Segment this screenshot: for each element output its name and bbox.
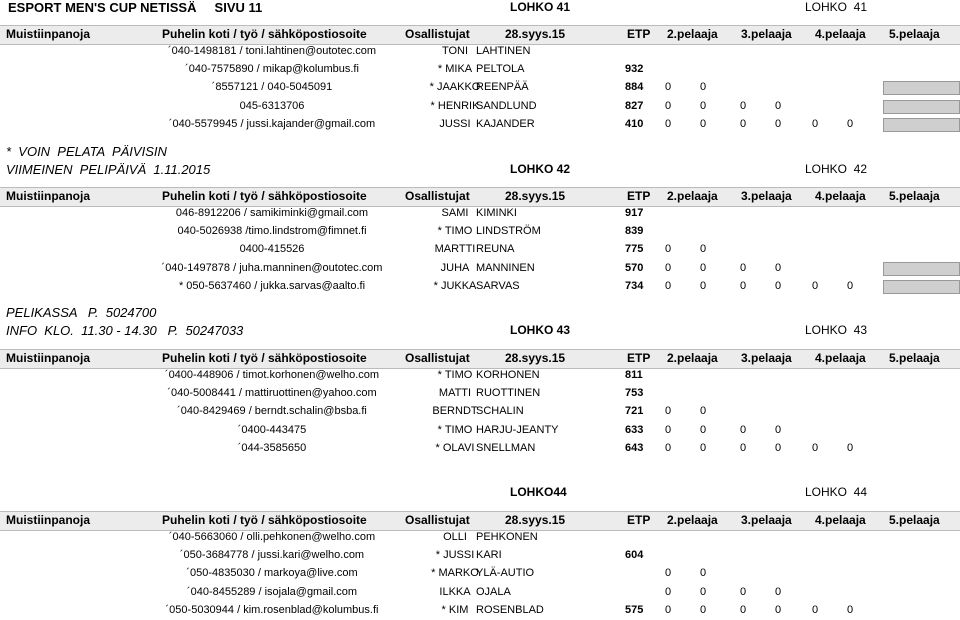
etp-value: 604 — [625, 549, 644, 562]
column-header: 3.pelaaja — [741, 351, 792, 365]
player-score: 0 — [740, 117, 747, 130]
participant-first-name: * TIMO — [437, 369, 473, 381]
table-row — [0, 584, 960, 602]
column-header: 5.pelaaja — [889, 27, 940, 41]
column-header: 4.pelaaja — [815, 189, 866, 203]
participant-first-name: * JAAKKO — [429, 81, 481, 94]
etp-value: 734 — [625, 279, 644, 292]
column-header: 2.pelaaja — [667, 351, 718, 365]
player-score: 0 — [700, 405, 707, 418]
participant-last-name: OJALA — [476, 585, 511, 598]
contact-info: ´0400-443475 — [237, 423, 307, 436]
participant-last-name: REENPÄÄ — [476, 81, 529, 94]
lohko-label: LOHKO 42 — [510, 162, 571, 176]
header-row — [0, 25, 960, 45]
player-score: 0 — [775, 279, 782, 292]
participant-last-name: SCHALIN — [476, 405, 524, 418]
contact-info: ´040-1498181 / toni.lahtinen@outotec.com — [167, 45, 377, 57]
column-header: 4.pelaaja — [815, 351, 866, 365]
column-header: Puhelin koti / työ / sähköpostiosoite — [162, 351, 367, 365]
column-header: 28.syys.15 — [505, 351, 566, 365]
table-row — [0, 385, 960, 403]
column-header: Puhelin koti / työ / sähköpostiosoite — [162, 27, 367, 41]
player-score: 0 — [740, 279, 747, 292]
participant-last-name: RUOTTINEN — [476, 387, 541, 400]
player-score: 0 — [700, 99, 707, 112]
column-header: Muistiinpanoja — [6, 27, 90, 41]
table-row — [0, 565, 960, 583]
header-row — [0, 511, 960, 531]
participant-last-name: SANDLUND — [476, 99, 537, 112]
player-score: 0 — [700, 441, 707, 454]
column-header: 2.pelaaja — [667, 189, 718, 203]
player-score: 0 — [775, 99, 782, 112]
etp-value: 633 — [625, 423, 644, 436]
player-score: 0 — [740, 423, 747, 436]
participant-first-name: * TIMO — [437, 423, 473, 436]
column-header: ETP — [627, 27, 651, 41]
contact-info: ´040-8429469 / berndt.schalin@bsba.fi — [177, 405, 367, 418]
column-header: 28.syys.15 — [505, 27, 566, 41]
player-score: 0 — [665, 117, 672, 130]
player-score: 0 — [740, 99, 747, 112]
table-row — [0, 79, 960, 97]
empty-slot-box — [883, 81, 960, 95]
table-row — [0, 43, 960, 61]
participant-first-name: * MIKA — [437, 63, 473, 76]
column-header: Muistiinpanoja — [6, 351, 90, 365]
player-score: 0 — [812, 603, 819, 616]
participant-last-name: HARJU-JEANTY — [476, 423, 559, 436]
table-row — [0, 223, 960, 241]
lohko-label: LOHKO 43 — [510, 323, 571, 337]
contact-info: ´040-8455289 / isojala@gmail.com — [186, 585, 358, 598]
participant-last-name: SARVAS — [476, 279, 520, 292]
note-info: INFO KLO. 11.30 - 14.30 P. 50247033 — [6, 323, 244, 338]
participant-last-name: PEHKONEN — [476, 531, 538, 543]
header-row — [0, 187, 960, 207]
column-header: ETP — [627, 513, 651, 527]
contact-info: ´040-5579945 / jussi.kajander@gmail.com — [168, 117, 376, 130]
table-row — [0, 241, 960, 259]
participant-last-name: KARI — [476, 549, 502, 562]
player-score: 0 — [847, 441, 854, 454]
player-score: 0 — [847, 279, 854, 292]
column-header: Osallistujat — [405, 351, 470, 365]
note-last-game-day: VIIMEINEN PELIPÄIVÄ 1.11.2015 — [6, 162, 211, 177]
participant-last-name: MANNINEN — [476, 261, 535, 274]
contact-info: ´0400-448906 / timot.korhonen@welho.com — [164, 369, 380, 381]
lohko-label: LOHKO 41 — [510, 0, 571, 14]
player-score: 0 — [812, 441, 819, 454]
column-header: ETP — [627, 189, 651, 203]
column-header: Osallistujat — [405, 27, 470, 41]
player-score: 0 — [665, 81, 672, 94]
player-score: 0 — [665, 441, 672, 454]
column-header: 3.pelaaja — [741, 513, 792, 527]
contact-info: ´050-5030944 / kim.rosenblad@kolumbus.fi — [165, 603, 379, 616]
participant-last-name: KORHONEN — [476, 369, 540, 381]
player-score: 0 — [775, 261, 782, 274]
participant-last-name: REUNA — [476, 243, 515, 256]
table-row — [0, 602, 960, 620]
contact-info: ´040-1497878 / juha.manninen@outotec.com — [161, 261, 383, 274]
table-row — [0, 260, 960, 278]
empty-slot-box — [883, 100, 960, 114]
column-header: Osallistujat — [405, 189, 470, 203]
table-row — [0, 529, 960, 547]
column-header: Puhelin koti / työ / sähköpostiosoite — [162, 189, 367, 203]
player-score: 0 — [775, 117, 782, 130]
table-row — [0, 403, 960, 421]
player-score: 0 — [740, 585, 747, 598]
player-score: 0 — [665, 423, 672, 436]
etp-value: 827 — [625, 99, 644, 112]
participant-first-name: * OLAVI — [435, 441, 475, 454]
etp-value: 575 — [625, 603, 644, 616]
etp-value: 775 — [625, 243, 644, 256]
lohko-label-right: LOHKO 41 — [805, 0, 868, 14]
note-play-daytime: * VOIN PELATA PÄIVISIN — [6, 144, 167, 159]
table-row — [0, 98, 960, 116]
etp-value: 721 — [625, 405, 644, 418]
column-header: 5.pelaaja — [889, 351, 940, 365]
participant-first-name: SAMI — [441, 207, 469, 219]
contact-info: ´050-3684778 / jussi.kari@welho.com — [179, 549, 365, 562]
player-score: 0 — [812, 117, 819, 130]
table-row — [0, 61, 960, 79]
lohko-label-right: LOHKO 42 — [805, 162, 868, 176]
participant-last-name: SNELLMAN — [476, 441, 536, 454]
participant-last-name: ROSENBLAD — [476, 603, 544, 616]
etp-value: 643 — [625, 441, 644, 454]
player-score: 0 — [740, 441, 747, 454]
contact-info: 0400-415526 — [239, 243, 305, 256]
column-header: 28.syys.15 — [505, 513, 566, 527]
participant-last-name: LINDSTRÖM — [476, 225, 541, 238]
column-header: ETP — [627, 351, 651, 365]
player-score: 0 — [700, 81, 707, 94]
column-header: 4.pelaaja — [815, 513, 866, 527]
player-score: 0 — [665, 243, 672, 256]
participant-last-name: PELTOLA — [476, 63, 525, 76]
player-score: 0 — [775, 441, 782, 454]
etp-value: 753 — [625, 387, 644, 400]
player-score: 0 — [740, 261, 747, 274]
contact-info: ´040-7575890 / mikap@kolumbus.fi — [185, 63, 359, 76]
participant-last-name: YLÄ-AUTIO — [476, 567, 535, 580]
page-title: ESPORT MEN'S CUP NETISSÄ SIVU 11 — [8, 0, 263, 15]
contact-info: ´044-3585650 — [237, 441, 307, 454]
contact-info: * 050-5637460 / jukka.sarvas@aalto.fi — [178, 279, 366, 292]
header-row — [0, 349, 960, 369]
participant-last-name: LAHTINEN — [476, 45, 531, 57]
column-header: Muistiinpanoja — [6, 189, 90, 203]
participant-first-name: * MARKO — [431, 567, 479, 580]
player-score: 0 — [665, 567, 672, 580]
etp-value: 839 — [625, 225, 644, 238]
participant-first-name: * HENRIK — [430, 99, 480, 112]
column-header: 3.pelaaja — [741, 27, 792, 41]
contact-info: 040-5026938 /timo.lindstrom@fimnet.fi — [177, 225, 367, 238]
etp-value: 410 — [625, 117, 644, 130]
player-score: 0 — [700, 567, 707, 580]
table-row — [0, 422, 960, 440]
participant-first-name: BERNDT — [432, 405, 478, 418]
participant-first-name: OLLI — [443, 531, 467, 543]
contact-info: ´050-4835030 / markoya@live.com — [186, 567, 358, 580]
etp-value: 811 — [625, 369, 643, 381]
player-score: 0 — [700, 423, 707, 436]
table-row — [0, 547, 960, 565]
participant-first-name: JUHA — [440, 261, 470, 274]
participant-first-name: ILKKA — [439, 585, 471, 598]
player-score: 0 — [665, 261, 672, 274]
empty-slot-box — [883, 262, 960, 276]
player-score: 0 — [775, 423, 782, 436]
column-header: Puhelin koti / työ / sähköpostiosoite — [162, 513, 367, 527]
participant-first-name: * JUSSI — [435, 549, 475, 562]
contact-info: ´8557121 / 040-5045091 — [211, 81, 333, 94]
player-score: 0 — [847, 603, 854, 616]
column-header: 28.syys.15 — [505, 189, 566, 203]
contact-info: ´040-5008441 / mattiruottinen@yahoo.com — [167, 387, 377, 400]
table-row — [0, 116, 960, 134]
empty-slot-box — [883, 280, 960, 294]
player-score: 0 — [740, 603, 747, 616]
column-header: 4.pelaaja — [815, 27, 866, 41]
player-score: 0 — [665, 405, 672, 418]
table-row — [0, 440, 960, 458]
table-row — [0, 205, 960, 223]
lohko-label: LOHKO44 — [510, 485, 567, 499]
participant-last-name: KAJANDER — [476, 117, 535, 130]
column-header: 5.pelaaja — [889, 513, 940, 527]
participant-first-name: MATTI — [438, 387, 472, 400]
table-row — [0, 278, 960, 296]
lohko-label-right: LOHKO 44 — [805, 485, 868, 499]
player-score: 0 — [700, 243, 707, 256]
participant-first-name: * KIM — [441, 603, 469, 616]
table-row — [0, 367, 960, 385]
column-header: 2.pelaaja — [667, 27, 718, 41]
participant-first-name: TONI — [441, 45, 469, 57]
column-header: 2.pelaaja — [667, 513, 718, 527]
participant-first-name: * JUKKA — [433, 279, 477, 292]
column-header: Osallistujat — [405, 513, 470, 527]
contact-info: 046-8912206 / samikiminki@gmail.com — [175, 207, 369, 219]
participant-first-name: MARTTI — [434, 243, 476, 256]
player-score: 0 — [847, 117, 854, 130]
player-score: 0 — [700, 261, 707, 274]
player-score: 0 — [700, 279, 707, 292]
player-score: 0 — [775, 585, 782, 598]
column-header: Muistiinpanoja — [6, 513, 90, 527]
player-score: 0 — [700, 603, 707, 616]
player-score: 0 — [812, 279, 819, 292]
note-cashier: PELIKASSA P. 5024700 — [6, 305, 157, 320]
participant-last-name: KIMINKI — [476, 207, 517, 219]
player-score: 0 — [665, 99, 672, 112]
etp-value: 570 — [625, 261, 644, 274]
player-score: 0 — [700, 117, 707, 130]
column-header: 3.pelaaja — [741, 189, 792, 203]
etp-value: 932 — [625, 63, 644, 76]
player-score: 0 — [665, 603, 672, 616]
participant-first-name: JUSSI — [439, 117, 471, 130]
etp-value: 917 — [625, 207, 644, 219]
participant-first-name: * TIMO — [437, 225, 473, 238]
player-score: 0 — [775, 603, 782, 616]
lohko-label-right: LOHKO 43 — [805, 323, 868, 337]
player-score: 0 — [700, 585, 707, 598]
empty-slot-box — [883, 118, 960, 132]
contact-info: ´040-5663060 / olli.pehkonen@welho.com — [168, 531, 376, 543]
column-header: 5.pelaaja — [889, 189, 940, 203]
player-score: 0 — [665, 585, 672, 598]
etp-value: 884 — [625, 81, 644, 94]
contact-info: 045-6313706 — [239, 99, 305, 112]
player-score: 0 — [665, 279, 672, 292]
